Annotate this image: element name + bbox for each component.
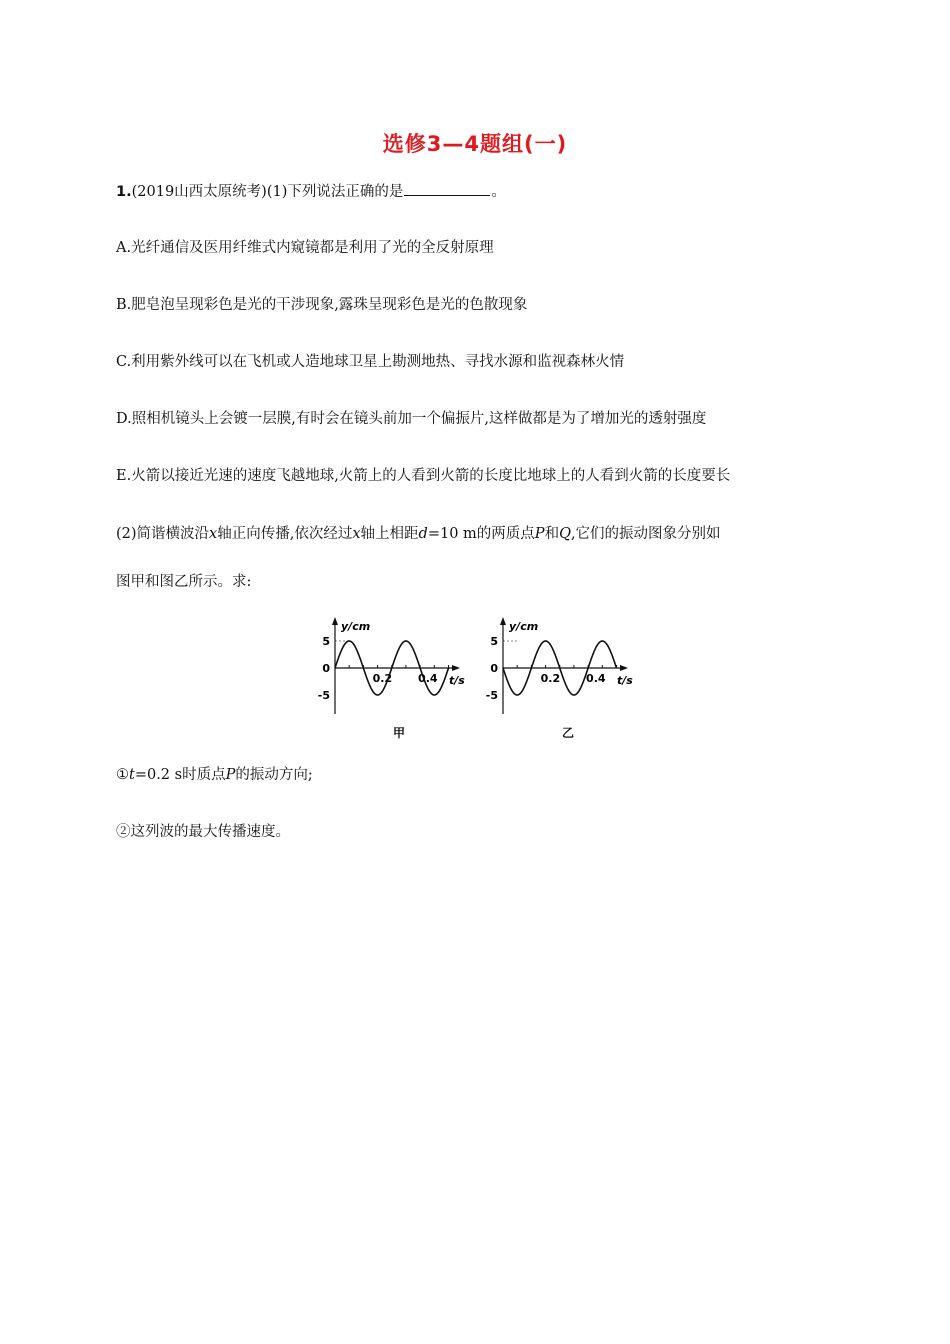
var-q: Q: [559, 526, 571, 542]
x-axis-arrow: [452, 665, 460, 671]
question-1-stem: [116, 181, 506, 202]
y-tick-label: -5: [317, 689, 330, 702]
y-tick-label: 0: [490, 662, 498, 675]
x-tick-label: 0.2: [372, 672, 393, 685]
answer-blank[interactable]: [404, 181, 490, 196]
var-p: P: [534, 526, 545, 542]
chart-yi: [478, 612, 643, 722]
x-tick-label: 0.4: [586, 672, 606, 685]
option-a: A.光纤通信及医用纤维式内窥镜都是利用了光的全反射原理: [116, 240, 494, 256]
text: (2)简谐横波沿: [116, 526, 210, 542]
y-axis-label: y/cm: [509, 620, 539, 633]
caption-yi: 乙: [562, 726, 575, 740]
var-p: P: [225, 767, 236, 783]
page-title: 选修3—4题组(一): [382, 132, 568, 156]
part-2-text: [116, 524, 721, 544]
y-axis-arrow: [332, 617, 338, 625]
stem-end: 。: [491, 184, 506, 200]
var-x: x: [209, 526, 218, 542]
text: ,它们的振动图象分别如: [570, 526, 721, 542]
text: 轴上相距: [360, 526, 419, 542]
x-axis-label: t/s: [449, 674, 465, 687]
text: 的振动方向;: [235, 767, 313, 783]
option-c: C.利用紫外线可以在飞机或人造地球卫星上勘测地热、寻找水源和监视森林火情: [116, 354, 625, 370]
circle-1: ①: [116, 767, 129, 783]
y-tick-label: -5: [485, 689, 498, 702]
sub-question-2: ②这列波的最大传播速度。: [116, 824, 290, 840]
chart-jia: [310, 612, 475, 722]
part-2-text-line2: 图甲和图乙所示。求:: [116, 574, 252, 590]
x-axis-label: t/s: [617, 674, 633, 687]
question-stem: (2019山西太原统考)(1)下列说法正确的是: [131, 184, 404, 200]
var-d: d: [418, 526, 428, 542]
y-tick-label: 0: [322, 662, 330, 675]
option-e: E.火箭以接近光速的速度飞越地球,火箭上的人看到火箭的长度比地球上的人看到火箭的长度要长: [116, 468, 731, 484]
x-tick-label: 0.2: [540, 672, 561, 685]
option-d: D.照相机镜头上会镀一层膜,有时会在镜头前加一个偏振片,这样做都是为了增加光的透射强度: [116, 411, 707, 427]
text: =0.2 s时质点: [134, 767, 226, 783]
caption-jia: 甲: [393, 726, 406, 740]
x-tick-label: 0.4: [418, 672, 438, 685]
vibration-figures: [310, 612, 650, 747]
text: =10 m的两质点: [427, 526, 535, 542]
y-axis-label: y/cm: [341, 620, 371, 633]
y-tick-label: 5: [490, 635, 498, 648]
option-b: B.肥皂泡呈现彩色是光的干涉现象,露珠呈现彩色是光的色散现象: [116, 297, 528, 313]
sub-question-1: [116, 765, 313, 785]
var-t: t: [129, 767, 135, 783]
y-axis-arrow: [500, 617, 506, 625]
var-x: x: [352, 526, 361, 542]
x-axis-arrow: [620, 665, 628, 671]
question-number: 1.: [116, 184, 132, 200]
y-tick-label: 5: [322, 635, 330, 648]
text: 轴正向传播,依次经过: [217, 526, 353, 542]
text: 和: [544, 526, 560, 542]
